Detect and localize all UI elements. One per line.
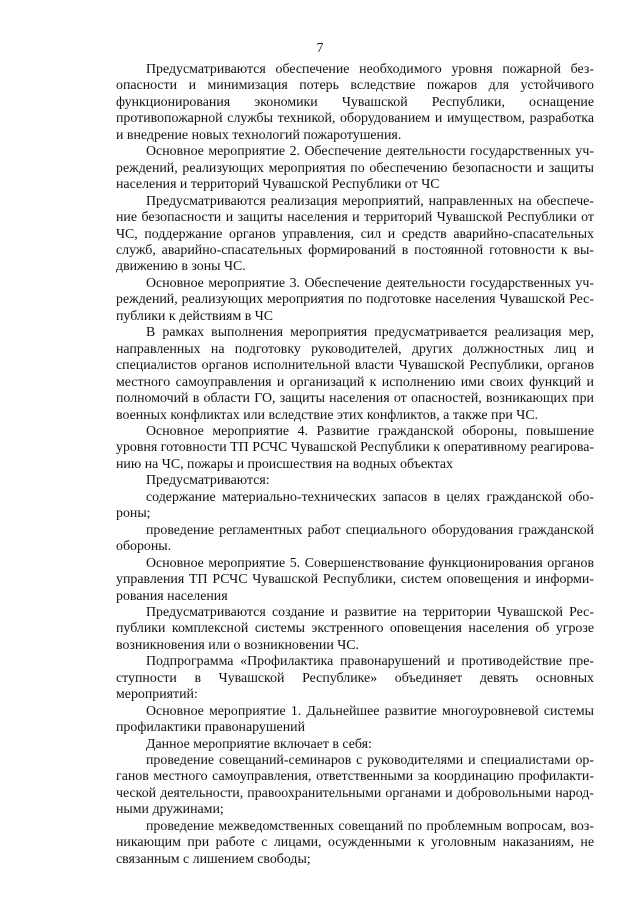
page-number: 7 xyxy=(316,40,324,55)
paragraph: проведение регламентных работ специального оборудования гражданской обороны. xyxy=(116,522,594,555)
paragraph: Основное мероприятие 3. Обеспечение деятельности государственных учреждений, реализующих мероприятия по подготовке населения Чувашской Республики к действиям в ЧС xyxy=(116,275,594,324)
document-body xyxy=(116,62,594,868)
paragraph: В рамках выполнения мероприятия предусматривается реализация мер, направленных на подготовку руководителей, других должностных лиц и специалистов органов исполнительной власти Чувашской Республики, органов местного самоуправления и организаций к исполнению ими своих функций и полномочий в области ГО, защиты населения от опасностей, возникающих при военных конфликтах или вследствие этих конфликтов, а также при ЧС. xyxy=(116,325,594,423)
paragraph: Основное мероприятие 1. Дальнейшее развитие многоуровневой системы профилактики правонарушений xyxy=(116,703,594,736)
paragraph: Основное мероприятие 2. Обеспечение деятельности государственных учреждений, реализующих мероприятия по обеспечению безопасности и защиты населения и территорий Чувашской Республики от ЧС xyxy=(116,144,594,193)
paragraph: проведение межведомственных совещаний по проблемным вопросам, возникающим при работе с лицами, осужденными к уголовным наказаниям, не связанным с лишением свободы; xyxy=(116,818,594,867)
paragraph: Основное мероприятие 5. Совершенствование функционирования органов управления ТП РСЧС Чувашской Республики, систем оповещения и информирования населения xyxy=(116,555,594,604)
paragraph: Подпрограмма «Профилактика правонарушений и противодействие преступности в Чувашской Республике» объединяет девять основных мероприятий: xyxy=(116,654,594,703)
paragraph: Предусматриваются реализация мероприятий, направленных на обеспечение безопасности и защиты населения и территорий Чувашской Республики от ЧС, поддержание органов управления, сил и средств аварийно-спасательных служб, аварийно-спасательных формирований в постоянной готовности к выдвижению в зоны ЧС. xyxy=(116,193,594,275)
paragraph: Данное мероприятие включает в себя: xyxy=(146,736,372,752)
paragraph: Предусматриваются создание и развитие на территории Чувашской Республики комплексной системы экстренного оповещения населения об угрозе возникновения или о возникновении ЧС. xyxy=(116,604,594,653)
paragraph: проведение совещаний-семинаров с руководителями и специалистами органов местного самоуправления, ответственными за координацию профилактической деятельности, правоохранительными органами и добровольными народными дружинами; xyxy=(116,753,594,818)
paragraph: содержание материально-технических запасов в целях гражданской обороны; xyxy=(116,489,594,522)
paragraph: Предусматриваются обеспечение необходимого уровня пожарной безопасности и минимизация потерь вследствие пожаров для устойчивого функционирования экономики Чувашской Республики, оснащение противопожарной службы техникой, оборудованием и имуществом, разработка и внедрение новых технологий пожаротушения. xyxy=(116,62,594,143)
paragraph: Основное мероприятие 4. Развитие гражданской обороны, повышение уровня готовности ТП РСЧС Чувашской Республики к оперативному реагированию на ЧС, пожары и происшествия на водных объектах xyxy=(116,423,594,472)
paragraph: Предусматриваются: xyxy=(146,473,270,489)
